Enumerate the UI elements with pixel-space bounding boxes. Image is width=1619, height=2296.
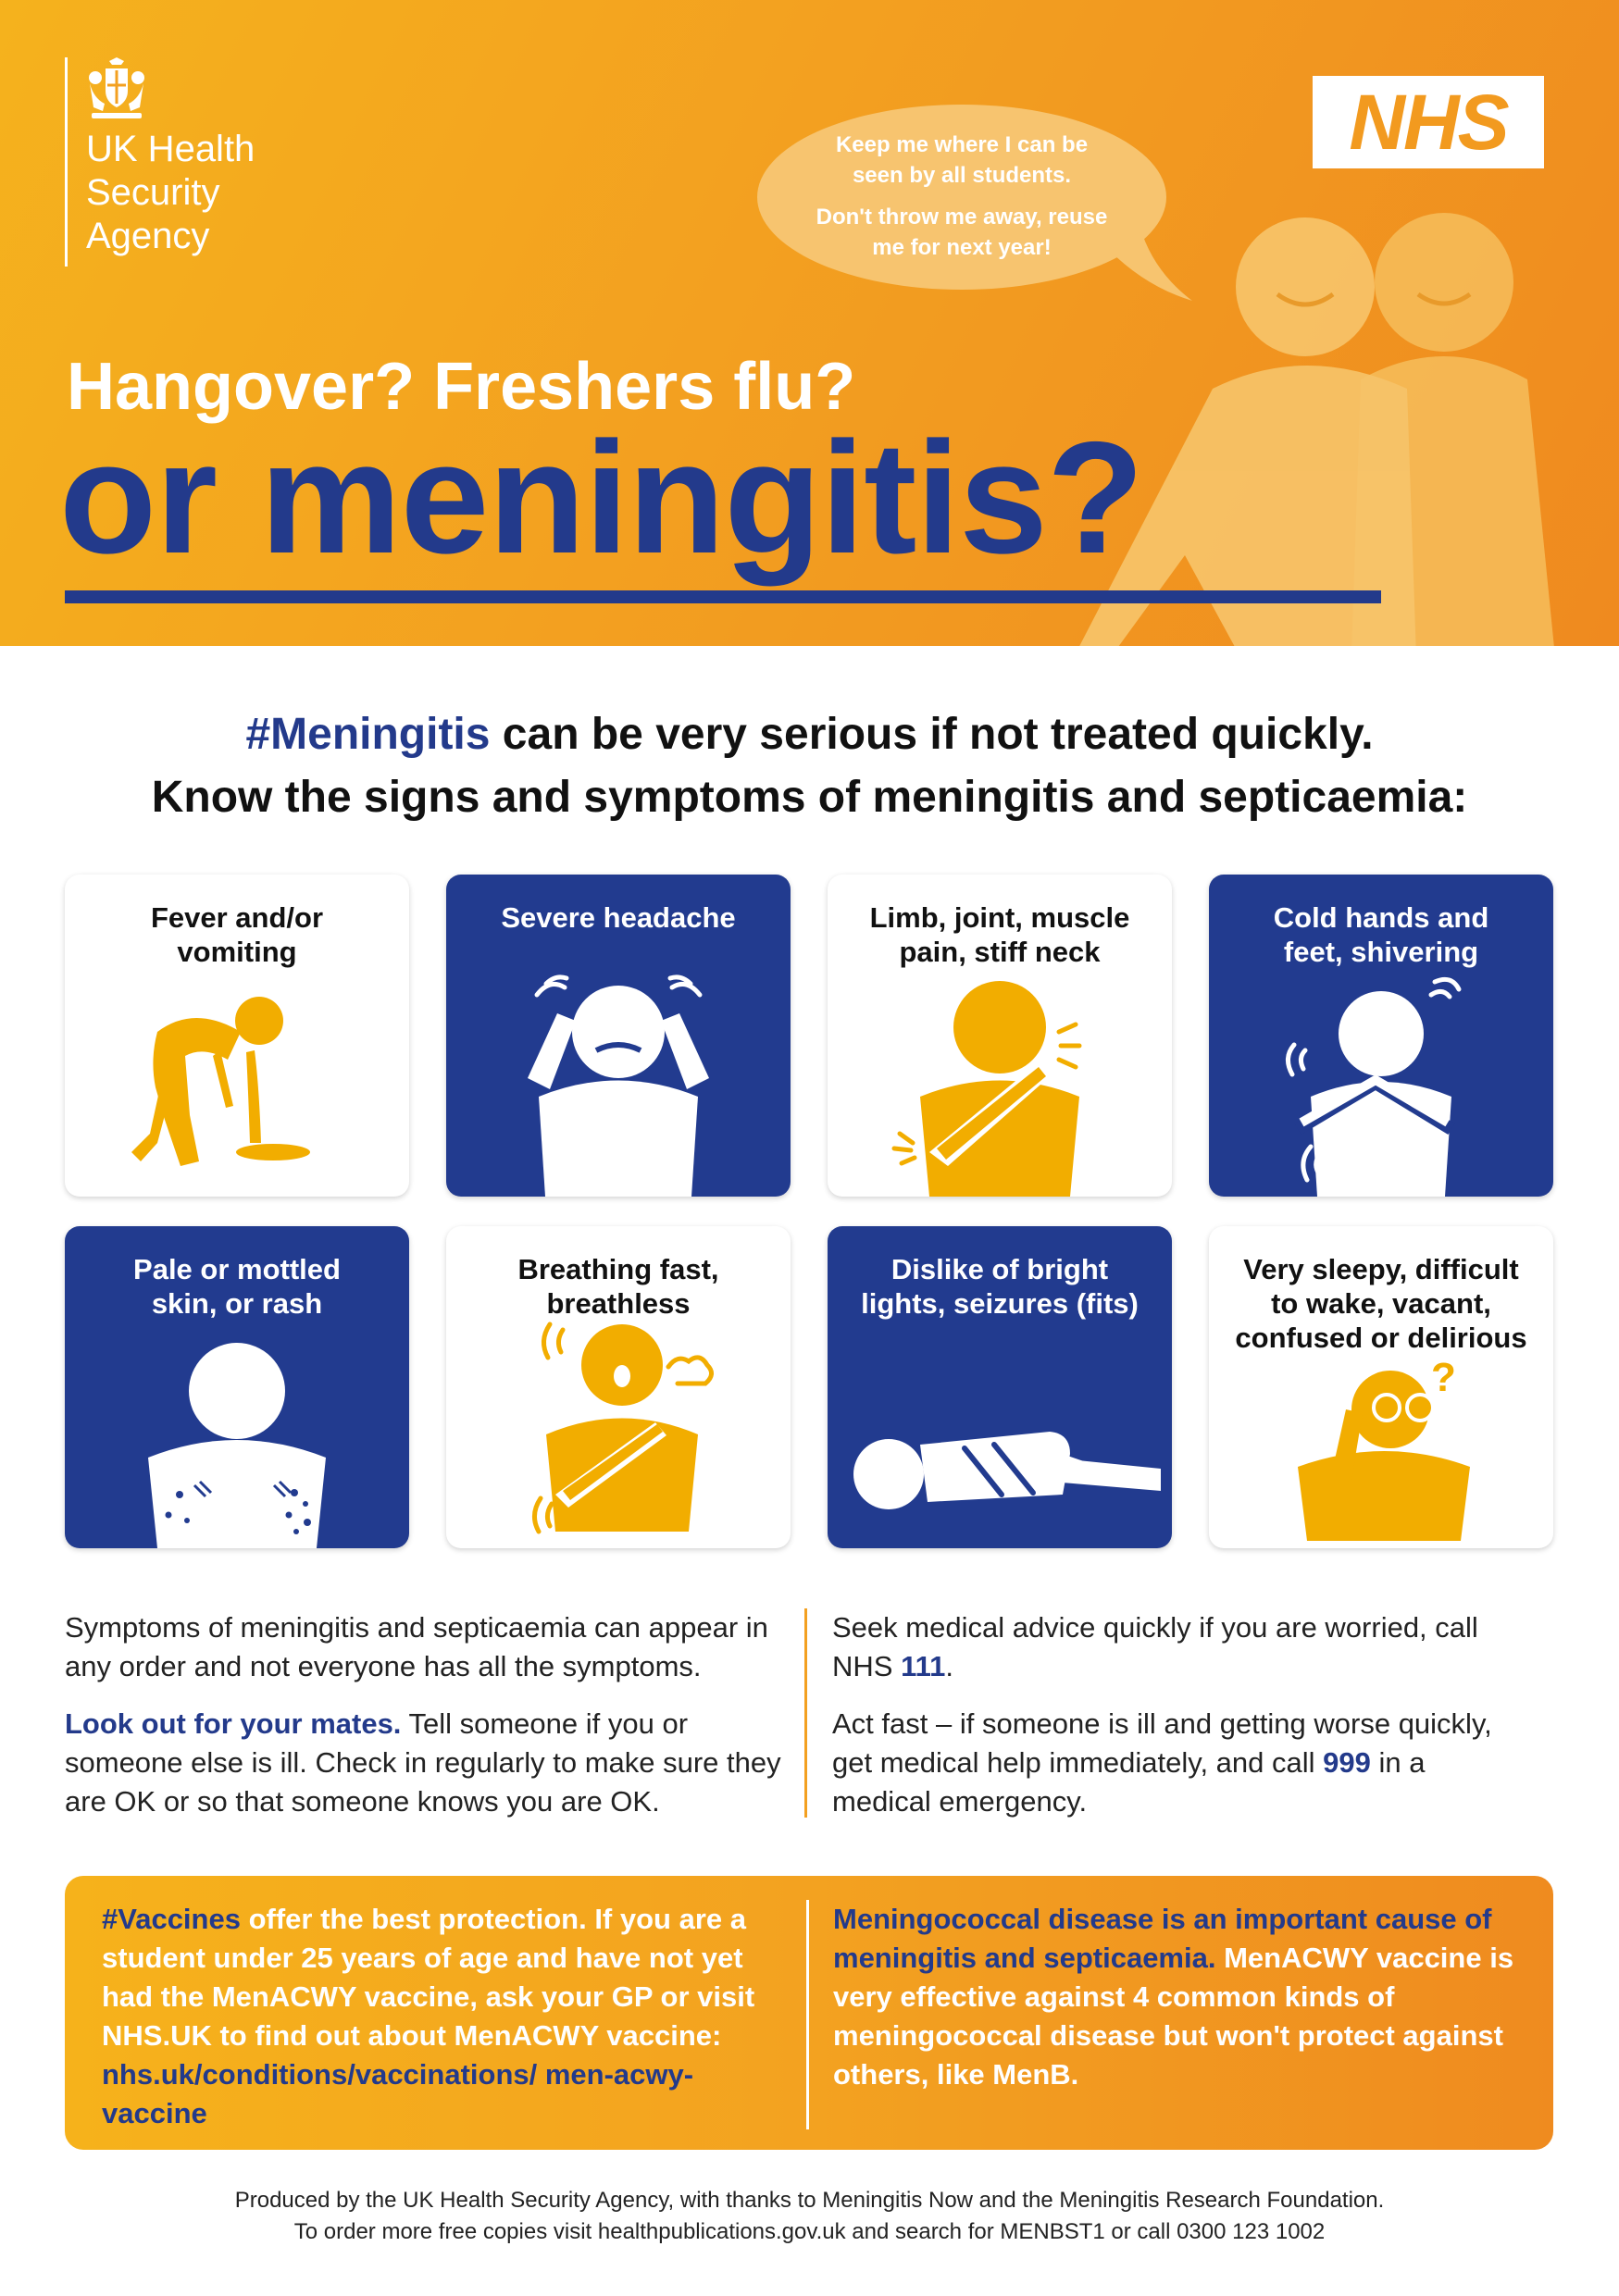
footer: [0, 2185, 1619, 2248]
bubble-line: Don't throw me away, reuse me for next year!: [816, 205, 1108, 260]
bubble-line: Keep me where I can be seen by all students.: [835, 132, 1089, 188]
symptoms-order-text: Symptoms of meningitis and septicaemia can appear in any order and not everyone has all the symptoms.: [65, 1611, 768, 1682]
intro-line-1: [0, 703, 1619, 766]
look-out-paragraph: [65, 1705, 796, 1821]
seek-advice-paragraph: [832, 1608, 1517, 1686]
meningococcal-heading: Meningococcal disease is an important cause of meningitis and septicaemia.: [833, 1903, 1492, 1974]
nhs-111-number: 111: [901, 1650, 946, 1682]
symptom-card-rash: [65, 1226, 409, 1548]
rash-person-icon: [65, 1226, 409, 1548]
symptom-title-line: pain, stiff neck: [899, 936, 1101, 968]
menacwy-effectiveness-text: MenACWY vaccine is very effective against 4 common kinds of meningococcal disease but won't protect against others, like MenB.: [833, 1942, 1514, 2091]
logo-divider: [65, 57, 68, 267]
right-info-column: [832, 1608, 1517, 1840]
agency-name-line: Security: [86, 172, 220, 213]
question-mark-icon: ?: [1431, 1355, 1456, 1400]
vomiting-person-icon: [65, 875, 409, 1197]
footer-credit: Produced by the UK Health Security Agency, with thanks to Meningitis Now and the Meningitis Research Foundation.: [234, 2188, 1385, 2213]
breathless-person-icon: [446, 1226, 791, 1548]
symptom-card-breathing: [446, 1226, 791, 1548]
symptom-title-line: Limb, joint, muscle: [869, 901, 1130, 934]
agency-name-line: UK Health: [86, 129, 255, 169]
vaccine-left-text: [102, 1900, 778, 2133]
symptom-card-fever: [65, 875, 409, 1197]
act-fast-paragraph: [832, 1705, 1517, 1821]
nhs-logo: [1313, 76, 1544, 168]
ukhsa-logo: [65, 57, 327, 267]
column-divider: [804, 1608, 807, 1818]
left-info-column: [65, 1608, 796, 1840]
footer-order-info: To order more free copies visit healthpublications.gov.uk and search for MENBST1 or call 0300 123 1002: [293, 2219, 1326, 2244]
agency-name-line: Agency: [86, 216, 210, 256]
look-out-text: Tell someone if you or someone else is ill. Check in regularly to make sure they are OK or so that someone knows you are OK.: [65, 1707, 781, 1818]
vaccine-info-box: [65, 1876, 1553, 2150]
symptom-title-line: to wake, vacant,: [1271, 1287, 1491, 1320]
symptom-card-sleepy: [1209, 1226, 1553, 1548]
emergency-999-number: 999: [1323, 1746, 1371, 1779]
seek-advice-end: .: [945, 1650, 954, 1682]
vaccines-hashtag: #Vaccines: [102, 1903, 241, 1935]
meningitis-hashtag: #Meningitis: [245, 710, 491, 759]
intro-line-2: Know the signs and symptoms of meningitis and septicaemia:: [151, 773, 1468, 822]
vaccine-box-divider: [806, 1900, 809, 2129]
vaccine-advice-text: offer the best protection. If you are a student under 25 years of age and have not yet had the MenACWY vaccine, ask your GP or visit NHS.UK to find out about MenACWY vaccine:: [102, 1903, 755, 2052]
vaccine-right-text: [833, 1900, 1518, 2094]
intro-text: [0, 703, 1619, 829]
shivering-person-icon: [1209, 875, 1553, 1197]
vaccine-link[interactable]: nhs.uk/conditions/vaccinations/ men-acwy-vaccine: [102, 2058, 694, 2129]
symptom-title-line: Severe headache: [501, 901, 736, 934]
headline-question: Hangover? Freshers flu?: [67, 350, 856, 424]
symptom-title-line: Dislike of bright: [890, 1253, 1109, 1285]
intro-line-1-text: can be very serious if not treated quickly.: [490, 710, 1374, 759]
symptom-title-line: breathless: [546, 1287, 691, 1320]
look-out-heading: Look out for your mates.: [65, 1707, 402, 1740]
symptom-title-line: Cold hands and: [1273, 901, 1489, 934]
symptom-title-line: Very sleepy, difficult: [1243, 1253, 1519, 1285]
headline-main: or meningitis?: [59, 409, 1143, 587]
symptom-title-line: lights, seizures (fits): [861, 1287, 1139, 1320]
symptom-card-seizures: [828, 1226, 1172, 1548]
neck-pain-person-icon: [828, 875, 1172, 1197]
headline-underline: [65, 590, 1381, 603]
symptom-title-line: confused or delirious: [1235, 1322, 1527, 1354]
symptom-title-line: vomiting: [177, 936, 297, 968]
symptom-card-limb-pain: [828, 875, 1172, 1197]
act-fast-end: in a medical emergency.: [832, 1746, 1426, 1818]
symptom-title-line: feet, shivering: [1283, 936, 1479, 968]
seizure-person-icon: [828, 1226, 1172, 1548]
seek-advice-text: Seek medical advice quickly if you are worried, call NHS: [832, 1611, 1478, 1682]
symptom-card-headache: [446, 875, 791, 1197]
symptom-title-line: Pale or mottled: [133, 1253, 341, 1285]
speech-bubble: [757, 102, 1166, 305]
symptom-title-line: skin, or rash: [151, 1287, 323, 1320]
symptom-title-line: Fever and/or: [150, 901, 324, 934]
headache-person-icon: [446, 875, 791, 1197]
royal-crest-icon: [86, 57, 147, 120]
confused-person-icon: [1209, 1226, 1553, 1548]
act-fast-text: Act fast – if someone is ill and getting worse quickly, get medical help immediately, and call: [832, 1707, 1492, 1779]
header-banner: [0, 0, 1619, 646]
nhs-logo-text: NHS: [1349, 79, 1508, 166]
symptom-title-line: Breathing fast,: [517, 1253, 719, 1285]
symptom-card-cold-hands: [1209, 875, 1553, 1197]
agency-name: [86, 128, 327, 258]
